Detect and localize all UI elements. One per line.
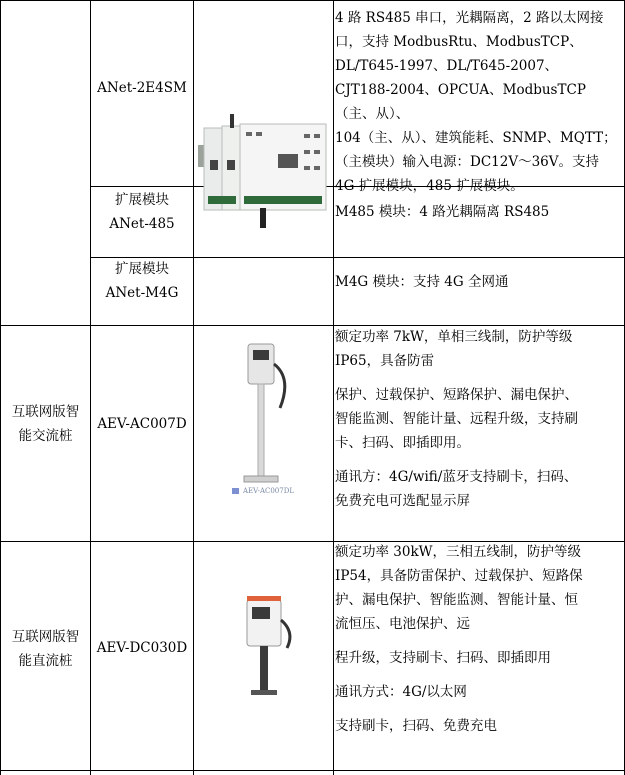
description-line: 智能监测、智能计量、远程升级，支持刷 bbox=[335, 411, 578, 427]
model-name: AEV-DC030D bbox=[96, 640, 188, 656]
description-line: 104（主、从）、建筑能耗、SNMP、MQTT； bbox=[335, 130, 617, 146]
category-cell bbox=[1, 400, 90, 448]
category-label: 能交流桩 bbox=[18, 428, 73, 444]
description-line: 额定功率 30kW，三相五线制，防护等级 bbox=[335, 544, 582, 560]
description-cell bbox=[335, 325, 623, 513]
caption-swatch bbox=[232, 488, 239, 494]
description-line: IP65，具备防雷 bbox=[335, 353, 435, 369]
image-caption bbox=[232, 486, 322, 496]
description-line: 程升级，支持刷卡、扫码、即插即用 bbox=[335, 650, 551, 666]
gateway-device-image bbox=[196, 110, 331, 230]
description-cell bbox=[335, 540, 623, 738]
description-line: IP54，具备防雷保护、过载保护、短路保 bbox=[335, 568, 583, 584]
description-cell bbox=[335, 6, 623, 198]
model-name: ANet-M4G bbox=[105, 285, 179, 301]
model-cell bbox=[91, 412, 193, 436]
category-label: 能直流桩 bbox=[18, 653, 73, 669]
description-line: 护、漏电保护、智能监测、智能计量、恒 bbox=[335, 592, 578, 608]
description-line: 4G 扩展模块，485 扩展模块。 bbox=[335, 178, 524, 194]
description-line: 4 路 RS485 串口，光耦隔离，2 路以太网接 bbox=[335, 10, 604, 26]
model-cell bbox=[91, 257, 193, 305]
description-line: M485 模块：4 路光耦隔离 RS485 bbox=[335, 204, 550, 220]
description-line: 支持刷卡，扫码、免费充电 bbox=[335, 718, 497, 734]
description-cell bbox=[335, 270, 623, 294]
description-line: 额定功率 7kW，单相三线制，防护等级 bbox=[335, 329, 573, 345]
description-line: CJT188-2004、OPCUA、ModbusTCP（主、从）、 bbox=[335, 82, 586, 122]
description-line: 通讯方：4G/wifi/蓝牙支持刷卡，扫码、 bbox=[335, 469, 578, 485]
model-cell bbox=[91, 636, 193, 660]
row-border bbox=[0, 770, 625, 771]
dc-charger-image bbox=[235, 590, 305, 700]
description-line: 口，支持 ModbusRtu、ModbusTCP、 bbox=[335, 34, 583, 50]
model-type: 扩展模块 bbox=[115, 192, 169, 208]
description-line: （主模块）输入电源：DC12V～36V。支持 bbox=[335, 154, 600, 170]
description-line: 卡、扫码、即插即用。 bbox=[335, 435, 470, 451]
description-line: DL/T645-1997、DL/T645-2007、 bbox=[335, 58, 559, 74]
caption-text: AEV-AC007DL bbox=[243, 487, 294, 495]
model-cell bbox=[91, 76, 193, 100]
category-label: 互联网版智 bbox=[11, 404, 80, 420]
description-line: 通讯方式：4G/以太网 bbox=[335, 684, 467, 700]
model-name: ANet-2E4SM bbox=[97, 80, 187, 96]
model-cell bbox=[91, 188, 193, 236]
description-line: 流恒压、电池保护、远 bbox=[335, 616, 470, 632]
description-line: 免费充电可选配显示屏 bbox=[335, 493, 470, 509]
category-label: 互联网版智 bbox=[11, 629, 80, 645]
description-line: M4G 模块：支持 4G 全网通 bbox=[335, 274, 509, 290]
category-cell bbox=[1, 625, 90, 673]
model-name: ANet-485 bbox=[109, 216, 175, 232]
description-cell bbox=[335, 200, 623, 224]
row-border bbox=[0, 0, 625, 1]
col-border bbox=[193, 0, 194, 775]
ac-charger-image bbox=[230, 338, 310, 488]
model-type: 扩展模块 bbox=[115, 261, 169, 277]
model-name: AEV-AC007D bbox=[97, 416, 187, 432]
description-line: 保护、过载保护、短路保护、漏电保护、 bbox=[335, 387, 578, 403]
col-border bbox=[333, 0, 334, 775]
